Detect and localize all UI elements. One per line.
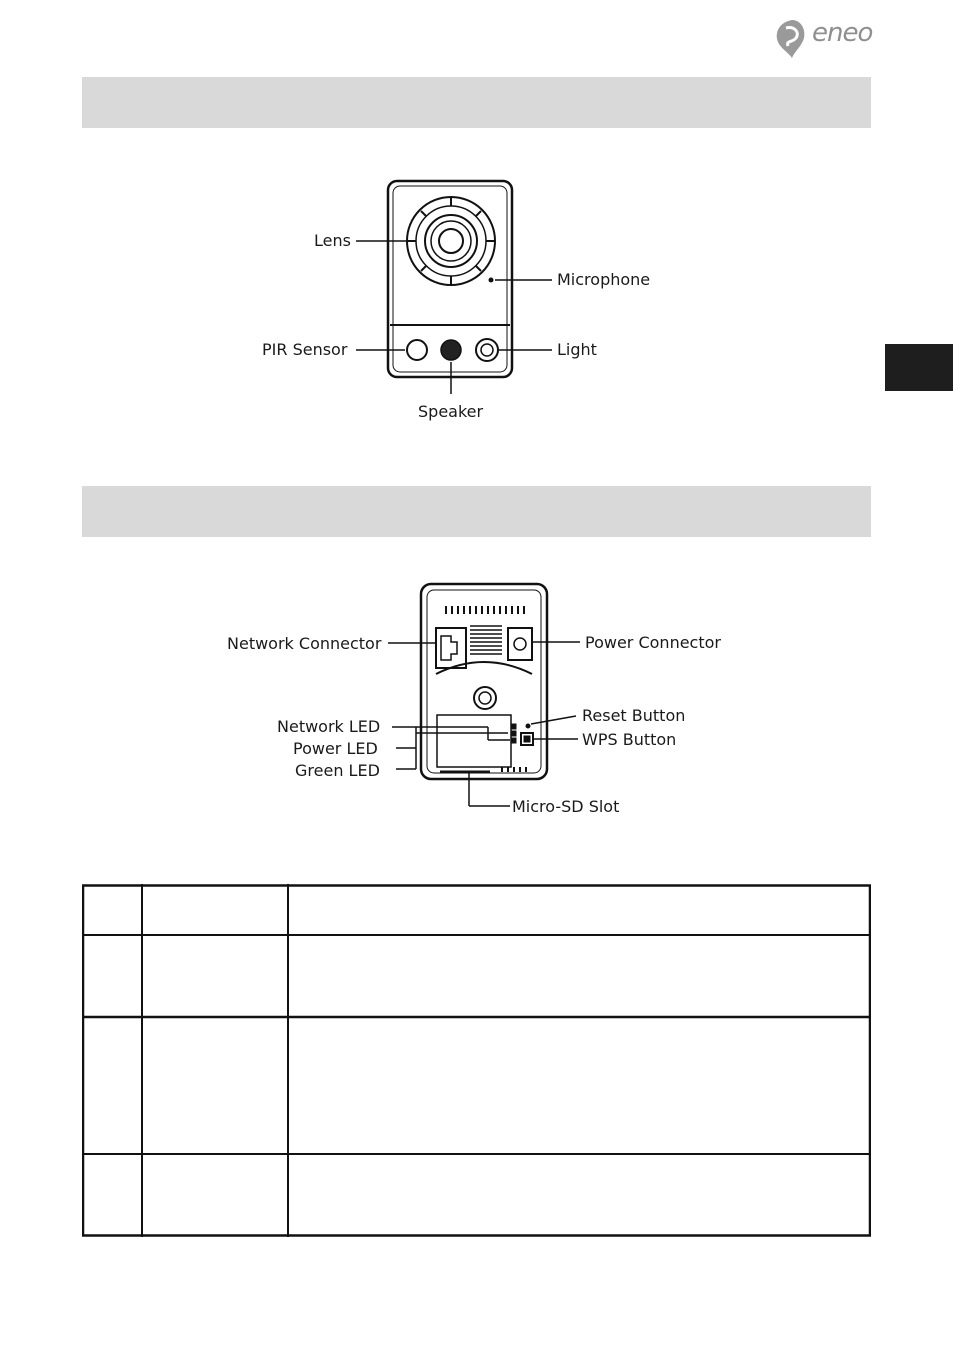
label-network-connector: Network Connector <box>227 634 382 653</box>
label-light: Light <box>557 340 597 359</box>
label-lens: Lens <box>314 231 351 250</box>
label-micro-sd-slot: Micro-SD Slot <box>512 797 620 816</box>
label-reset-button: Reset Button <box>582 706 686 725</box>
label-green-led: Green LED <box>295 761 380 780</box>
label-speaker: Speaker <box>418 402 484 421</box>
label-power-connector: Power Connector <box>585 633 721 652</box>
label-power-led: Power LED <box>293 739 378 758</box>
back-view-diagram <box>388 584 580 806</box>
label-microphone: Microphone <box>557 270 651 289</box>
label-wps-button: WPS Button <box>582 730 677 749</box>
label-network-led: Network LED <box>277 717 381 736</box>
spec-table <box>82 884 871 1237</box>
front-view-diagram <box>356 181 552 394</box>
logo-text: eneo <box>812 18 873 48</box>
label-pir-sensor: PIR Sensor <box>262 340 348 359</box>
